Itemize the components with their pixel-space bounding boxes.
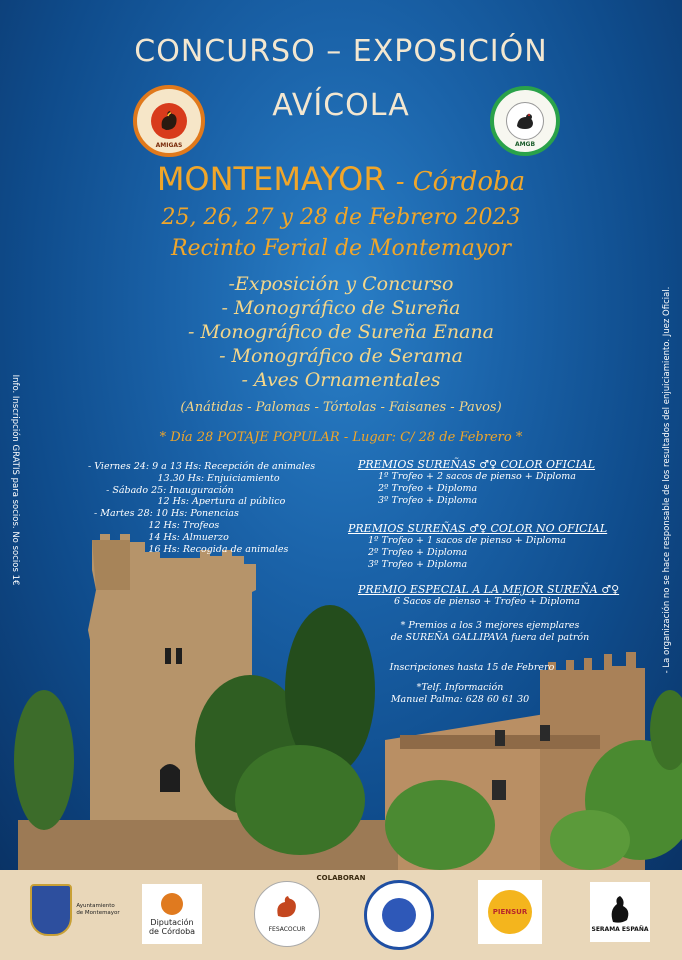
entente-logo-icon (382, 898, 416, 932)
ayuntamiento-label: Ayuntamiento (76, 903, 115, 909)
program-item: -Exposición y Concurso (228, 273, 454, 295)
sponsor-diputacion (142, 884, 202, 944)
side-note-right (662, 286, 682, 674)
side-note-right-text: - La organización no se hace responsable de los resultados del enjuiciamiento. Juez Oficial. (662, 286, 672, 674)
program-item: - Aves Ornamentales (241, 369, 441, 391)
prizes-no-oficial (348, 522, 648, 570)
schedule-line: 13.30 Hs: Enjuiciamiento (88, 472, 280, 484)
ayuntamiento-sub: de Montemayor (76, 910, 120, 916)
sponsor-fesacocur (254, 881, 320, 947)
serama-bird-icon (605, 892, 635, 926)
program-item: - Monográfico de Sureña (221, 297, 461, 319)
logo-right-caption: AMGB (514, 141, 536, 148)
prize-heading: PREMIO ESPECIAL A LA MEJOR SUREÑA ♂♀ (358, 583, 620, 596)
gallipava-line: * Premios a los 3 mejores ejemplares (400, 620, 580, 631)
diputacion-line: Diputación (150, 917, 194, 927)
prize-line: 6 Sacos de pienso + Trofeo + Diploma (394, 596, 580, 607)
schedule-line: 16 Hs: Recogida de animales (88, 543, 289, 555)
program-item: - Monográfico de Sureña Enana (187, 321, 495, 343)
diputacion-logo-icon (161, 893, 183, 915)
event-dates: 25, 26, 27 y 28 de Febrero 2023 (161, 205, 521, 230)
diputacion-text (149, 918, 195, 936)
program-item: - Monográfico de Serama (219, 345, 463, 367)
title-line-1: CONCURSO – EXPOSICIÓN (134, 34, 548, 69)
program-list (0, 272, 682, 392)
colaboran-label: COLABORAN (316, 874, 366, 882)
serama-label: SERAMA ESPAÑA (591, 925, 649, 933)
gallipava-note (360, 620, 620, 644)
prize-line: 3º Trofeo + Diploma (378, 494, 478, 506)
schedule (88, 461, 348, 555)
town-name: MONTEMAYOR (156, 160, 386, 198)
association-logo-left (133, 85, 205, 157)
sponsor-entente (364, 880, 434, 950)
sponsor-piensur (478, 880, 542, 944)
prize-heading: PREMIOS SUREÑAS ♂♀ COLOR OFICIAL (358, 458, 596, 471)
prize-line: 2º Trofeo + Diploma (368, 546, 468, 558)
prize-line: 1º Trofeo + 2 sacos de pienso + Diploma (378, 471, 576, 482)
telf-contact: Manuel Palma: 628 60 61 30 (390, 694, 530, 705)
prizes-oficial (358, 458, 658, 506)
town-line (0, 160, 682, 198)
title-line-2: AVÍCOLA (272, 88, 410, 123)
sponsor-serama (590, 882, 650, 942)
schedule-line: 12 Hs: Apertura al público (88, 496, 286, 508)
side-note-left-text: Info. Inscripción GRATIS para socios. No socios 1€ (10, 374, 20, 586)
schedule-line: - Viernes 24: 9 a 13 Hs: Recepción de animales (88, 461, 316, 472)
province-name: - Córdoba (395, 167, 526, 197)
castle-scene (0, 530, 682, 870)
ornamental-types: (Anátidas - Palomas - Tórtolas - Faisanes - Pavos) (180, 400, 502, 415)
sponsor-ayuntamiento (30, 878, 120, 942)
telf-label: *Telf. Información (416, 682, 504, 693)
rooster-icon (151, 103, 187, 139)
gallipava-line: de SUREÑA GALLIPAVA fuera del patrón (390, 632, 590, 643)
schedule-line: 14 Hs: Almuerzo (88, 531, 229, 543)
piensur-label: PIENSUR (492, 908, 528, 916)
contact-note (380, 682, 540, 706)
side-note-left (0, 374, 20, 586)
coat-of-arms-icon (30, 884, 72, 936)
potaje-notice: * Día 28 POTAJE POPULAR - Lugar: C/ 28 de Febrero * (159, 430, 523, 445)
association-logo-right (490, 86, 560, 156)
schedule-line: 12 Hs: Trofeos (88, 519, 220, 531)
ayuntamiento-text (76, 903, 119, 917)
hen-icon (506, 102, 544, 140)
logo-left-caption: AMIGAS (155, 142, 183, 149)
sun-icon (488, 890, 532, 934)
inscripciones-note: Inscripciones hasta 15 de Febrero (389, 662, 555, 673)
prize-line: 3º Trofeo + Diploma (368, 558, 468, 570)
schedule-line: - Sábado 25: Inauguración (88, 484, 234, 496)
prize-line: 2º Trofeo + Diploma (378, 482, 478, 494)
prize-line: 1º Trofeo + 1 sacos de pienso + Diploma (368, 535, 566, 546)
rooster-icon (272, 894, 302, 920)
schedule-line: - Martes 28: 10 Hs: Ponencias (88, 508, 239, 520)
event-venue: Recinto Ferial de Montemayor (170, 236, 512, 261)
prize-heading: PREMIOS SUREÑAS ♂♀ COLOR NO OFICIAL (348, 522, 608, 535)
fesacocur-label: FESACOCUR (268, 925, 306, 933)
diputacion-line: de Córdoba (148, 926, 196, 936)
prizes-especial (358, 583, 658, 608)
